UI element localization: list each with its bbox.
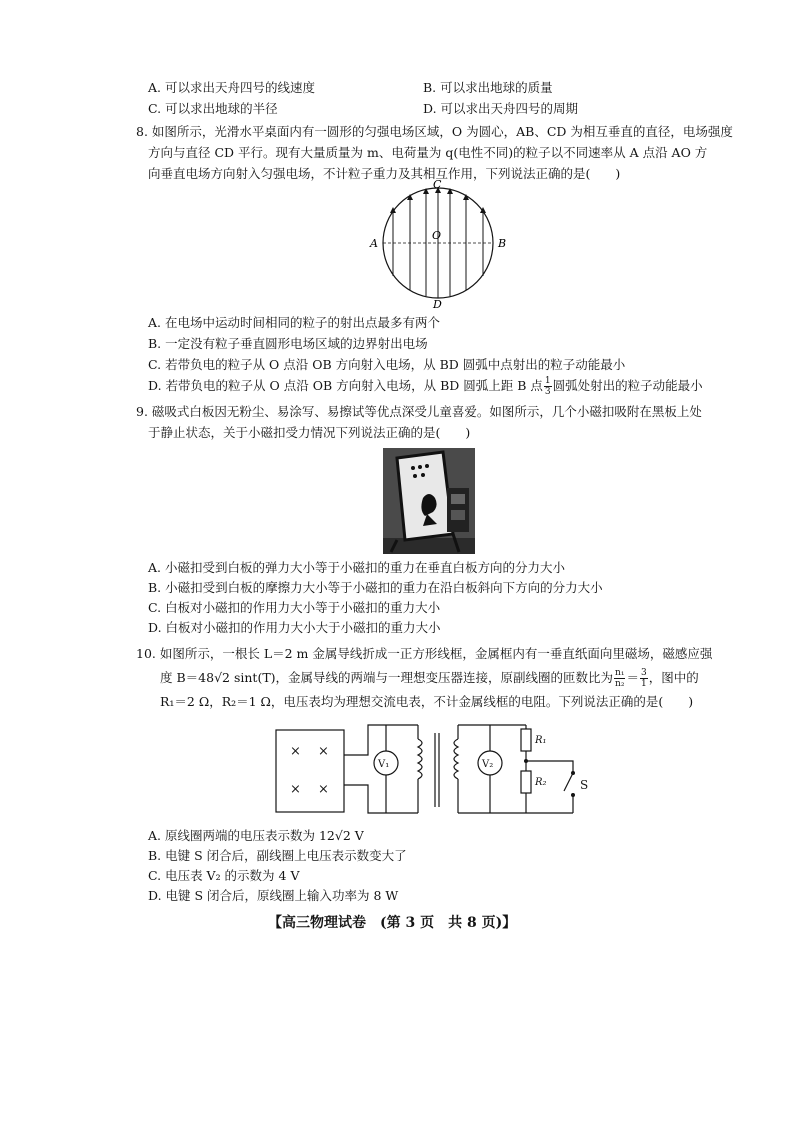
q8-option-b: B. 一定没有粒子垂直圆形电场区域的边界射出电场 [148,336,428,351]
page-footer: 【高三物理试卷 (第 3 页 共 8 页)】 [268,915,517,931]
field-cross-4: × [318,782,329,797]
q8-stem-line3: 向垂直电场方向射入匀强电场，不计粒子重力及其相互作用，下列说法正确的是( ) [148,166,621,181]
label-c: C [433,180,442,191]
turns-ratio-value: $\frac{3}{1}$ [640,668,647,689]
label-o: O [432,229,442,242]
q7-option-a: A. 可以求出天舟四号的线速度 [148,80,315,95]
q9-stem-line1: 9. 磁吸式白板因无粉尘、易涂写、易擦试等优点深受儿童喜爱。如图所示，几个小磁扣吸附在黑板上处 [136,404,702,419]
voltmeter-v2-label: V₂ [482,759,494,770]
q8-stem-line1: 8. 如图所示，光滑水平桌面内有一圆形的匀强电场区域，O 为圆心，AB、CD 为相互垂直的直径，电场强度 [136,124,733,139]
q10-stem-line3: R₁＝2 Ω，R₂＝1 Ω，电压表均为理想交流电表，不计金属线框的电阻。下列说法正确的是( ) [160,694,694,709]
q10-stem-line1: 10. 如图所示，一根长 L＝2 m 金属导线折成一正方形线框，金属框内有一垂直纸面向里磁场，磁感应强 [136,646,713,661]
label-d: D [433,298,442,310]
label-a: A [370,237,378,250]
q10-option-a: A. 原线圈两端的电压表示数为 12√2 V [148,828,364,843]
resistor-r1-label: R₁ [535,735,547,746]
turns-ratio-fraction: $\frac{\text{n₁}}{\text{n₂}}$ [615,668,625,689]
q10-stem-line2: 度 B＝48√2 sint(T)，金属导线的两端与一理想变压器连接，原副线圈的匝数比为 $\frac{\text{n₁}}{\text{n₂}}$ ＝ $\frac{3}{1}$ ，图中的 [160,668,699,689]
q8-option-a: A. 在电场中运动时间相同的粒子的射出点最多有两个 [148,315,440,330]
q9-option-b: B. 小磁扣受到白板的摩擦力大小等于小磁扣的重力在沿白板斜向下方向的分力大小 [148,580,603,595]
q7-option-c: C. 可以求出地球的半径 [148,101,278,116]
q8-option-c: C. 若带负电的粒子从 O 点沿 OB 方向射入电场，从 BD 圆弧中点射出的粒子动能最小 [148,357,626,372]
fraction-one-third: $\frac{1}{3}$ [544,376,551,397]
field-cross-1: × [290,744,301,759]
q9-stem-line2: 于静止状态，关于小磁扣受力情况下列说法正确的是( ) [148,425,471,440]
resistor-r2-label: R₂ [535,777,547,788]
whiteboard-photo [383,448,475,554]
field-cross-2: × [318,744,329,759]
voltmeter-v1-label: V₁ [378,759,390,770]
switch-s-label: S [580,778,589,792]
q10-option-c: C. 电压表 V₂ 的示数为 4 V [148,868,300,883]
q7-option-b: B. 可以求出地球的质量 [423,80,553,95]
q9-option-d: D. 白板对小磁扣的作用力大小大于小磁扣的重力大小 [148,620,441,635]
label-b: B [498,237,507,250]
q8-option-d: D. 若带负电的粒子从 O 点沿 OB 方向射入电场，从 BD 圆弧上距 B 点 $\frac{1}{3}$ 圆弧处射出的粒子动能最小 [148,376,703,397]
q10-circuit-diagram [268,715,598,825]
q10-option-d: D. 电键 S 闭合后，原线圈上输入功率为 8 W [148,888,399,903]
q8-stem-line2: 方向与直径 CD 平行。现有大量质量为 m、电荷量为 q(电性不同)的粒子以不同速率从 A 点沿 AO 方 [148,145,708,160]
q7-option-d: D. 可以求出天舟四号的周期 [423,101,579,116]
q9-option-c: C. 白板对小磁扣的作用力大小等于小磁扣的重力大小 [148,600,441,615]
q9-option-a: A. 小磁扣受到白板的弹力大小等于小磁扣的重力在垂直白板方向的分力大小 [148,560,565,575]
field-cross-3: × [290,782,301,797]
q10-option-b: B. 电键 S 闭合后，副线圈上电压表示数变大了 [148,848,407,863]
q8-field-diagram [360,180,520,310]
